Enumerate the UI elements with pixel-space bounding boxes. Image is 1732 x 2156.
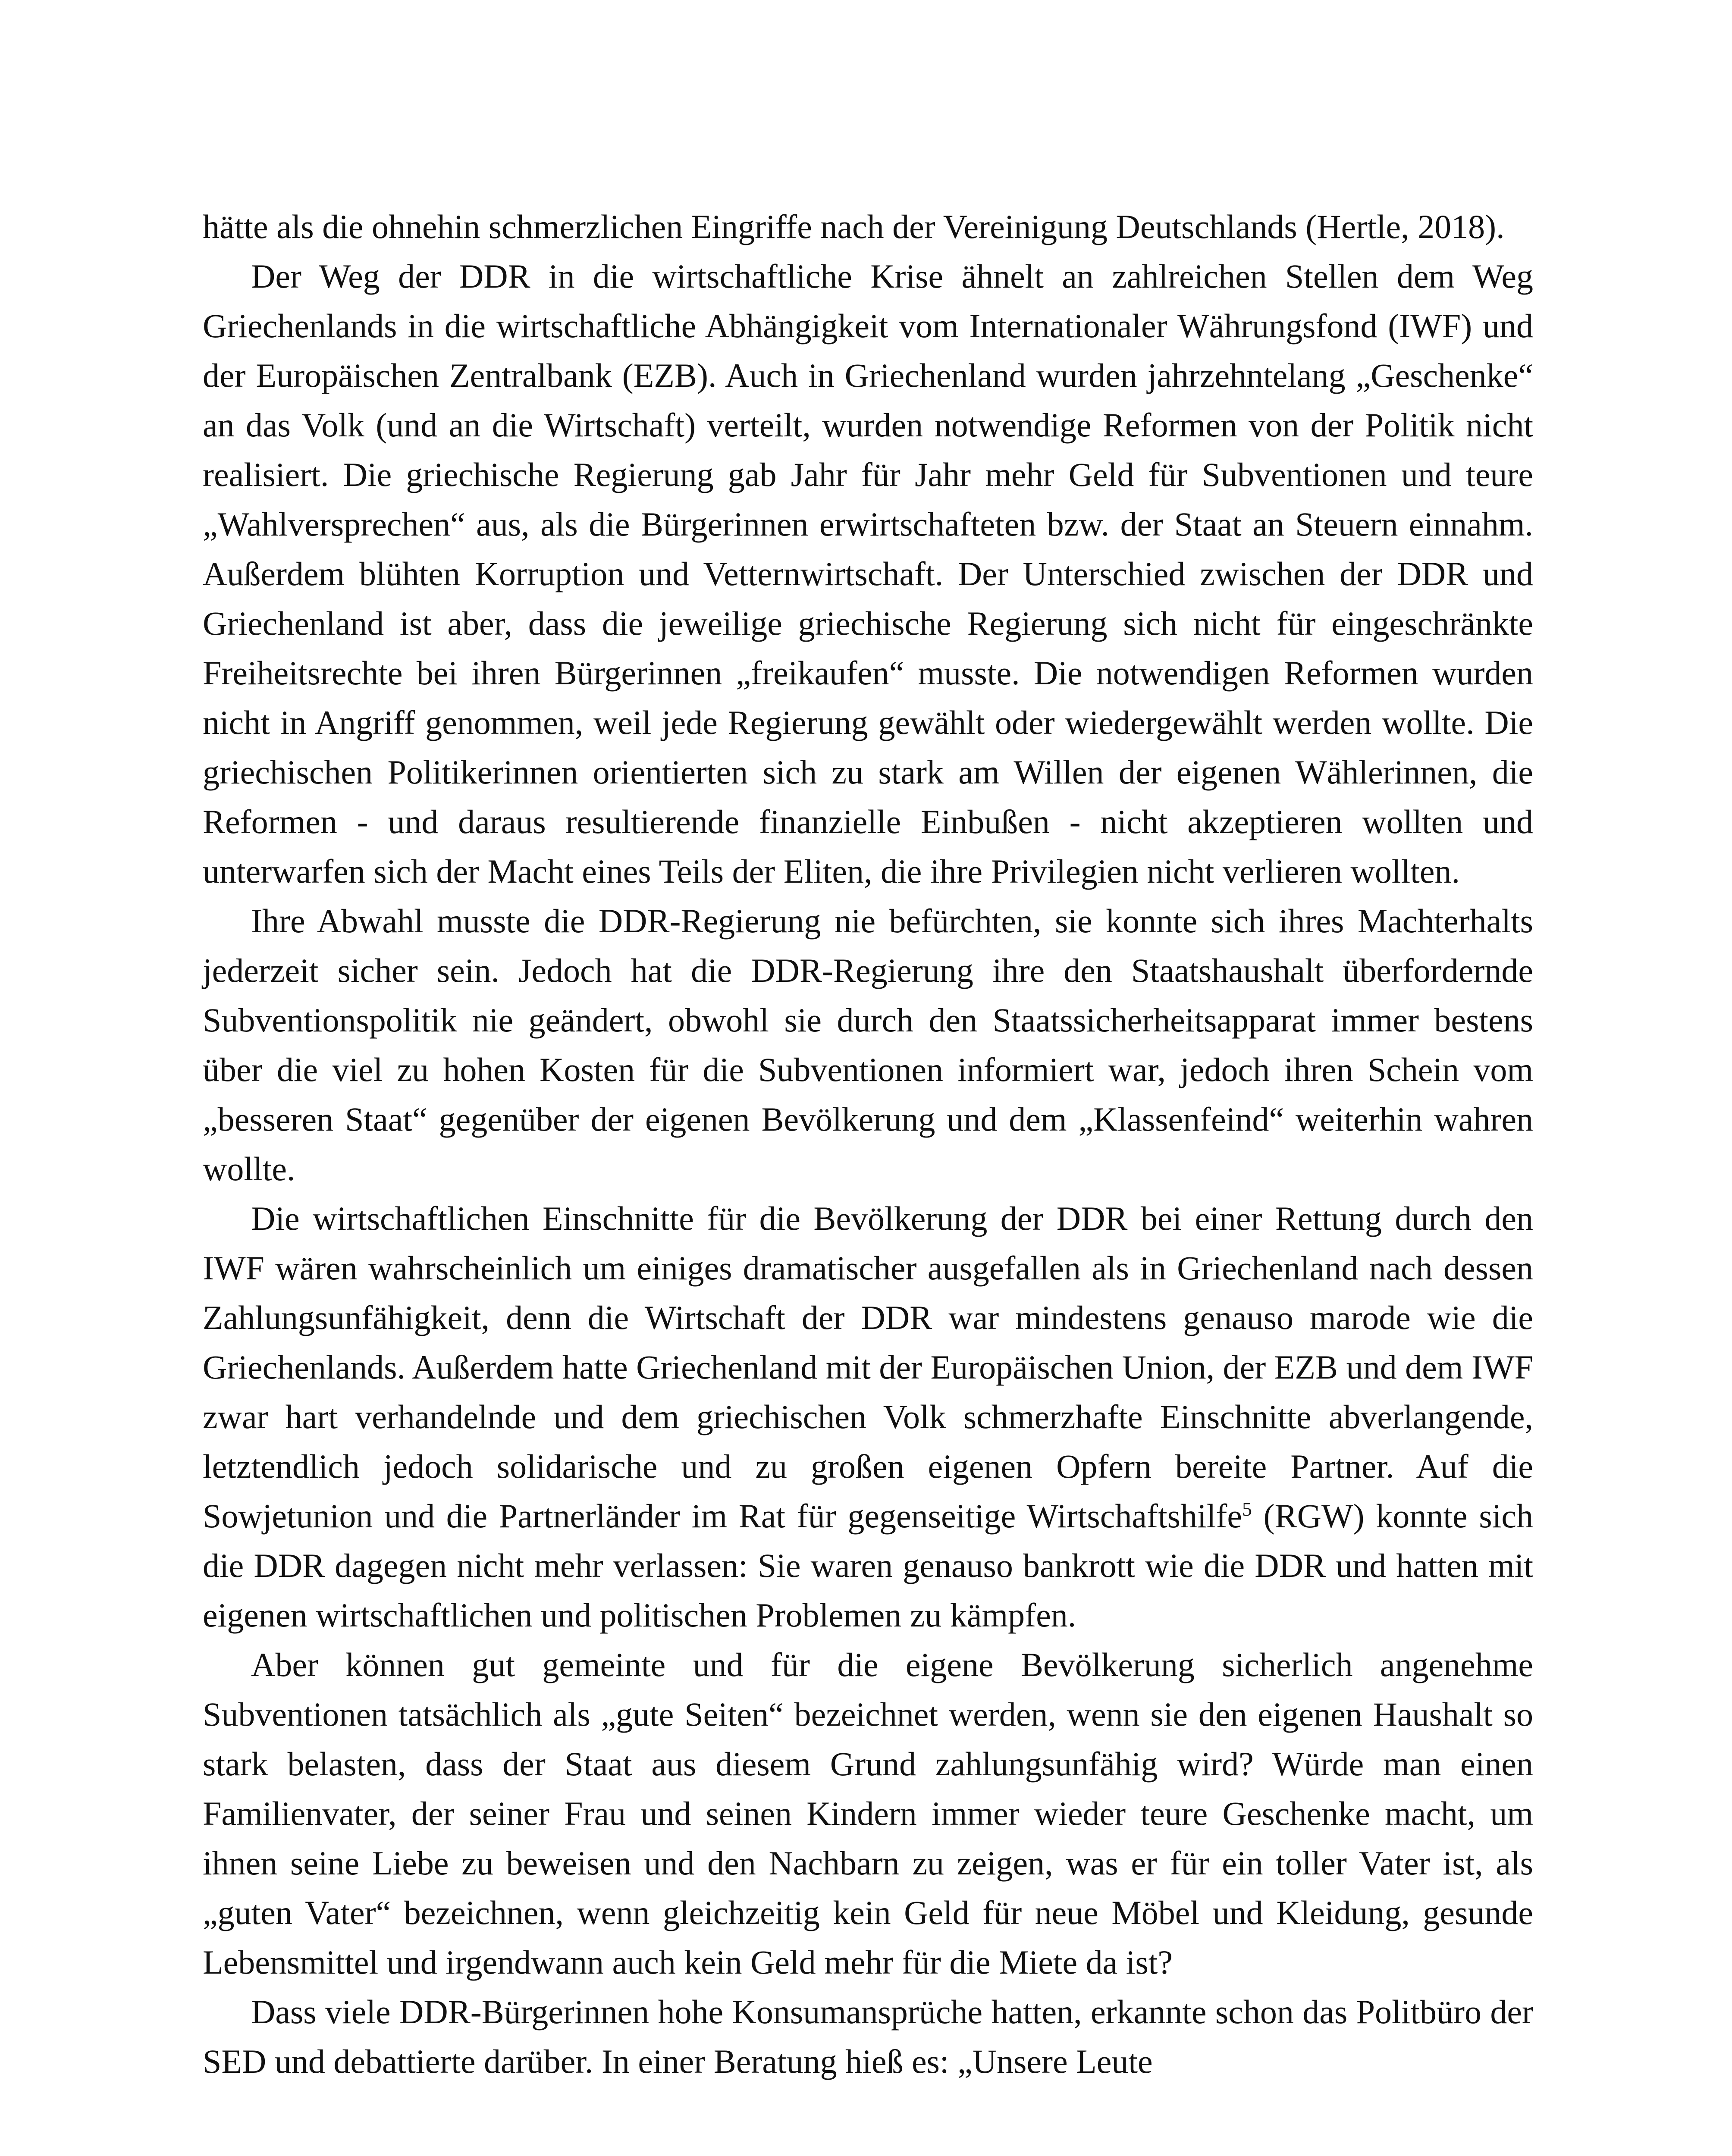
paragraph-4-text-b: (RGW) konnte sich die DDR dagegen nicht mehr verlassen: Sie waren genauso bankrott wie die DDR und hatten mit eigenen wirtschaftlichen und politischen Problemen zu kämpfen.: [203, 1497, 1533, 1634]
paragraph-3: Ihre Abwahl musste die DDR-Regierung nie befürchten, sie konnte sich ihres Machterhalts jederzeit sicher sein. Jedoch hat die DDR-Regierung ihre den Staatshaushalt überfordernde Subventionspolitik nie geändert, obwohl sie durch den Staatssicherheitsapparat immer bestens über die viel zu hohen Kosten für die Subventionen informiert war, jedoch ihren Schein vom „besseren Staat“ gegenüber der eigenen Bevölkerung und dem „Klassenfeind“ weiterhin wahren wollte.: [203, 902, 1533, 1188]
paragraph-4-text-a: Die wirtschaftlichen Einschnitte für die Bevölkerung der DDR bei einer Rettung durch den IWF wären wahrscheinlich um einiges dramatischer ausgefallen als in Griechenland nach dessen Zahlungsunfähigkeit, denn die Wirtschaft der DDR war mindestens genauso marode wie die Griechenlands. Außerdem hatte Griechenland mit der Europäischen Union, der EZB und dem IWF zwar hart verhandelnde und dem griechischen Volk schmerzhafte Einschnitte abverlangende, letztendlich jedoch solidarische und zu großen eigenen Opfern bereite Partner. Auf die Sowjetunion und die Partnerländer im Rat für gegenseitige Wirtschaftshilfe: [203, 1200, 1533, 1535]
paragraph-1: hätte als die ohnehin schmerzlichen Eingriffe nach der Vereinigung Deutschlands (Hertle, 2018).: [203, 208, 1505, 245]
paragraph-6: Dass viele DDR-Bürgerinnen hohe Konsumansprüche hatten, erkannte schon das Politbüro der SED und debattierte darüber. In einer Beratung hieß es: „Unsere Leute: [203, 1993, 1533, 2080]
footnote-reference[interactable]: 5: [1242, 1498, 1252, 1520]
paragraph-2: Der Weg der DDR in die wirtschaftliche Krise ähnelt an zahlreichen Stellen dem Weg Griechenlands in die wirtschaftliche Abhängigkeit vom Internationaler Währungsfond (IWF) und der Europäischen Zentralbank (EZB). Auch in Griechenland wurden jahrzehntelang „Geschenke“ an das Volk (und an die Wirtschaft) verteilt, wurden notwendige Reformen von der Politik nicht realisiert. Die griechische Regierung gab Jahr für Jahr mehr Geld für Subventionen und teure „Wahlversprechen“ aus, als die Bürgerinnen erwirtschafteten bzw. der Staat an Steuern einnahm. Außerdem blühten Korruption und Vetternwirtschaft. Der Unterschied zwischen der DDR und Griechenland ist aber, dass die jeweilige griechische Regierung sich nicht für eingeschränkte Freiheitsrechte bei ihren Bürgerinnen „freikaufen“ musste. Die notwendigen Reformen wurden nicht in Angriff genommen, weil jede Regierung gewählt oder wiedergewählt werden wollte. Die griechischen Politikerinnen orientierten sich zu stark am Willen der eigenen Wählerinnen, die Reformen - und daraus resultierende finanzielle Einbußen - nicht akzeptieren wollten und unterwarfen sich der Macht eines Teils der Eliten, die ihre Privilegien nicht verlieren wollten.: [203, 257, 1533, 890]
body-text: [203, 202, 1533, 2086]
paragraph-4: [203, 1194, 1533, 1640]
paragraph-5: Aber können gut gemeinte und für die eigene Bevölkerung sicherlich angenehme Subventionen tatsächlich als „gute Seiten“ bezeichnet werden, wenn sie den eigenen Haushalt so stark belasten, dass der Staat aus diesem Grund zahlungsunfähig wird? Würde man einen Familienvater, der seiner Frau und seinen Kindern immer wieder teure Geschenke macht, um ihnen seine Liebe zu beweisen und den Nachbarn zu zeigen, was er für ein toller Vater ist, als „guten Vater“ bezeichnen, wenn gleichzeitig kein Geld für neue Möbel und Kleidung, gesunde Lebensmittel und irgendwann auch kein Geld mehr für die Miete da ist?: [203, 1646, 1533, 1981]
